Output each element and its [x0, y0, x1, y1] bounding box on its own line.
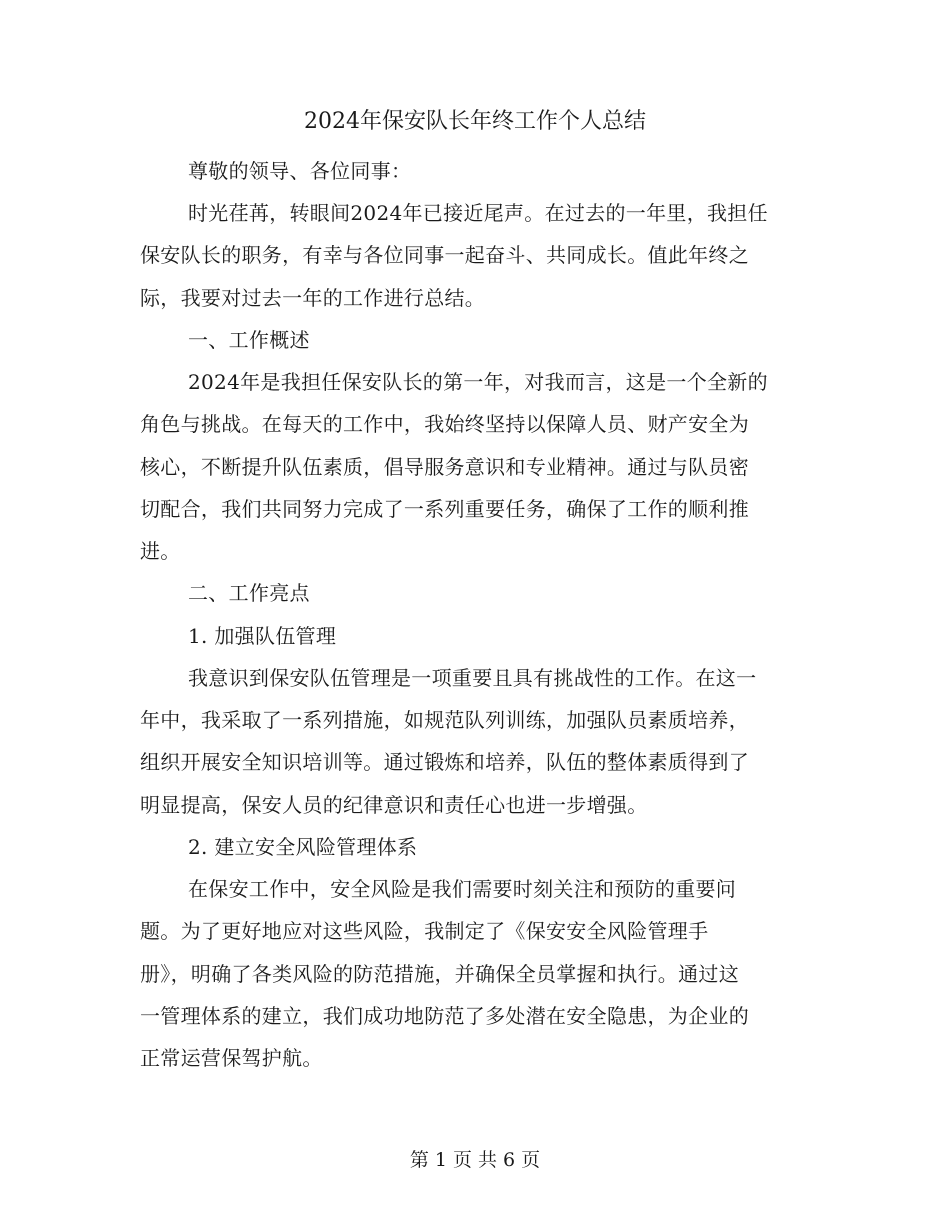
document-title: 2024年保安队长年终工作个人总结: [304, 109, 646, 134]
paragraph-line: 册》，明确了各类风险的防范措施，并确保全员掌握和执行。通过这: [140, 962, 739, 986]
paragraph-line: 明显提高，保安人员的纪律意识和责任心也进一步增强。: [140, 793, 648, 817]
paragraph-line: 组织开展安全知识培训等。通过锻炼和培养，队伍的整体素质得到了: [140, 750, 749, 774]
section-heading: 二、工作亮点: [188, 581, 310, 605]
paragraph-line: 年中，我采取了一系列措施，如规范队列训练，加强队员素质培养，: [140, 708, 749, 732]
paragraph-line: 一管理体系的建立，我们成功地防范了多处潜在安全隐患，为企业的: [140, 1004, 749, 1028]
paragraph-line: 在保安工作中，安全风险是我们需要时刻关注和预防的重要问: [188, 877, 737, 901]
paragraph-line: 际，我要对过去一年的工作进行总结。: [140, 286, 486, 310]
paragraph-line: 进。: [140, 539, 181, 563]
paragraph-line: 2024年是我担任保安队长的第一年，对我而言，这是一个全新的: [188, 370, 768, 394]
page-number: 第 1 页 共 6 页: [409, 1149, 541, 1171]
paragraph-line: 题。为了更好地应对这些风险，我制定了《保安安全风险管理手: [140, 919, 709, 943]
paragraph-line: 核心，不断提升队伍素质，倡导服务意识和专业精神。通过与队员密: [140, 455, 749, 479]
subsection-heading: 1. 加强队伍管理: [188, 624, 337, 648]
subsection-heading: 2. 建立安全风险管理体系: [188, 835, 418, 859]
paragraph-line: 我意识到保安队伍管理是一项重要且具有挑战性的工作。在这一: [188, 666, 757, 690]
salutation: 尊敬的领导、各位同事：: [188, 159, 412, 183]
paragraph-line: 正常运营保驾护航。: [140, 1046, 323, 1070]
section-heading: 一、工作概述: [188, 328, 310, 352]
paragraph-line: 时光荏苒，转眼间2024年已接近尾声。在过去的一年里，我担任: [188, 201, 768, 225]
paragraph-line: 保安队长的职务，有幸与各位同事一起奋斗、共同成长。值此年终之: [140, 243, 749, 267]
paragraph-line: 切配合，我们共同努力完成了一系列重要任务，确保了工作的顺利推: [140, 497, 749, 521]
paragraph-line: 角色与挑战。在每天的工作中，我始终坚持以保障人员、财产安全为: [140, 412, 749, 436]
